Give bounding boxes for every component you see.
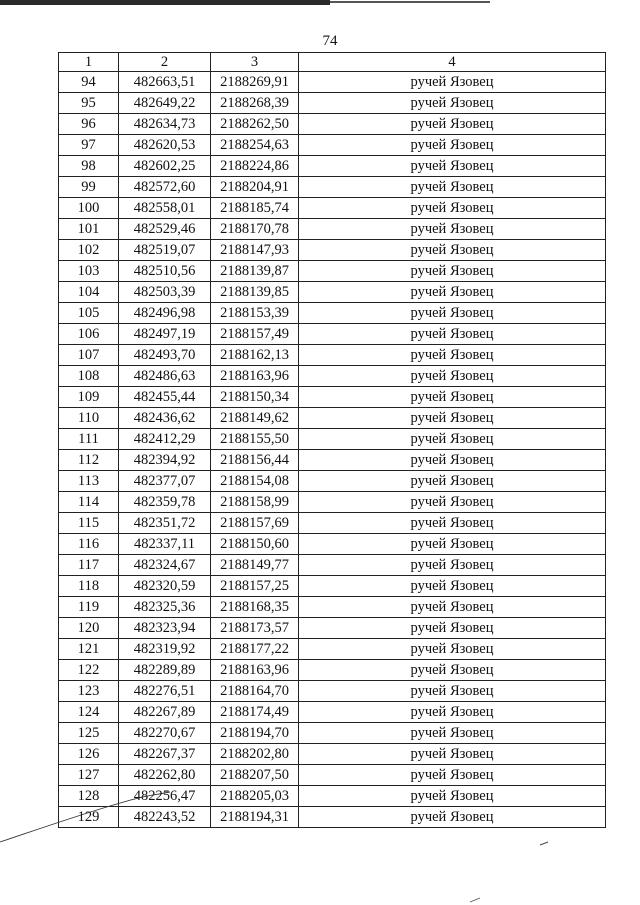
cell-y-coordinate: 2188139,85 <box>211 282 299 303</box>
cell-x-coordinate: 482319,92 <box>119 639 211 660</box>
cell-y-coordinate: 2188185,74 <box>211 198 299 219</box>
cell-description: ручей Язовец <box>299 786 606 807</box>
cell-description: ручей Язовец <box>299 492 606 513</box>
cell-point-number: 112 <box>59 450 119 471</box>
cell-point-number: 103 <box>59 261 119 282</box>
cell-point-number: 102 <box>59 240 119 261</box>
cell-x-coordinate: 482649,22 <box>119 93 211 114</box>
table-row <box>59 177 606 198</box>
cell-description: ручей Язовец <box>299 345 606 366</box>
cell-description: ручей Язовец <box>299 681 606 702</box>
cell-y-coordinate: 2188254,63 <box>211 135 299 156</box>
table-row <box>59 765 606 786</box>
cell-description: ручей Язовец <box>299 114 606 135</box>
cell-y-coordinate: 2188156,44 <box>211 450 299 471</box>
cell-y-coordinate: 2188163,96 <box>211 660 299 681</box>
cell-description: ручей Язовец <box>299 303 606 324</box>
cell-point-number: 114 <box>59 492 119 513</box>
cell-description: ручей Язовец <box>299 744 606 765</box>
cell-x-coordinate: 482359,78 <box>119 492 211 513</box>
cell-x-coordinate: 482620,53 <box>119 135 211 156</box>
table-row <box>59 534 606 555</box>
table-row <box>59 282 606 303</box>
cell-x-coordinate: 482436,62 <box>119 408 211 429</box>
cell-point-number: 104 <box>59 282 119 303</box>
table-row <box>59 135 606 156</box>
cell-y-coordinate: 2188204,91 <box>211 177 299 198</box>
table-row <box>59 576 606 597</box>
cell-description: ручей Язовец <box>299 450 606 471</box>
table-row <box>59 387 606 408</box>
cell-point-number: 96 <box>59 114 119 135</box>
table-row <box>59 744 606 765</box>
cell-x-coordinate: 482486,63 <box>119 366 211 387</box>
cell-y-coordinate: 2188177,22 <box>211 639 299 660</box>
cell-y-coordinate: 2188150,34 <box>211 387 299 408</box>
cell-description: ручей Язовец <box>299 471 606 492</box>
cell-point-number: 111 <box>59 429 119 450</box>
table-row <box>59 240 606 261</box>
cell-description: ручей Язовец <box>299 639 606 660</box>
table-row <box>59 429 606 450</box>
cell-x-coordinate: 482519,07 <box>119 240 211 261</box>
coordinates-table <box>58 52 606 828</box>
table-row <box>59 219 606 240</box>
cell-y-coordinate: 2188194,70 <box>211 723 299 744</box>
scan-edge-line <box>0 0 330 5</box>
cell-y-coordinate: 2188158,99 <box>211 492 299 513</box>
table-row <box>59 618 606 639</box>
cell-point-number: 94 <box>59 72 119 93</box>
cell-point-number: 123 <box>59 681 119 702</box>
cell-point-number: 101 <box>59 219 119 240</box>
cell-point-number: 122 <box>59 660 119 681</box>
cell-description: ручей Язовец <box>299 408 606 429</box>
cell-y-coordinate: 2188164,70 <box>211 681 299 702</box>
cell-x-coordinate: 482663,51 <box>119 72 211 93</box>
table-row <box>59 72 606 93</box>
cell-point-number: 110 <box>59 408 119 429</box>
cell-x-coordinate: 482337,11 <box>119 534 211 555</box>
column-header-y: 3 <box>211 53 299 72</box>
cell-x-coordinate: 482267,37 <box>119 744 211 765</box>
cell-y-coordinate: 2188157,49 <box>211 324 299 345</box>
cell-point-number: 128 <box>59 786 119 807</box>
cell-x-coordinate: 482351,72 <box>119 513 211 534</box>
cell-point-number: 118 <box>59 576 119 597</box>
cell-point-number: 121 <box>59 639 119 660</box>
cell-point-number: 113 <box>59 471 119 492</box>
cell-description: ручей Язовец <box>299 93 606 114</box>
table-row <box>59 303 606 324</box>
table-row <box>59 723 606 744</box>
cell-description: ручей Язовец <box>299 198 606 219</box>
table-row <box>59 345 606 366</box>
cell-x-coordinate: 482558,01 <box>119 198 211 219</box>
cell-y-coordinate: 2188150,60 <box>211 534 299 555</box>
cell-description: ручей Язовец <box>299 135 606 156</box>
cell-description: ручей Язовец <box>299 555 606 576</box>
cell-x-coordinate: 482324,67 <box>119 555 211 576</box>
cell-point-number: 117 <box>59 555 119 576</box>
cell-y-coordinate: 2188155,50 <box>211 429 299 450</box>
cell-description: ручей Язовец <box>299 177 606 198</box>
cell-description: ручей Язовец <box>299 324 606 345</box>
cell-x-coordinate: 482256,47 <box>119 786 211 807</box>
cell-y-coordinate: 2188168,35 <box>211 597 299 618</box>
cell-description: ручей Язовец <box>299 366 606 387</box>
cell-x-coordinate: 482270,67 <box>119 723 211 744</box>
cell-point-number: 105 <box>59 303 119 324</box>
cell-y-coordinate: 2188269,91 <box>211 72 299 93</box>
cell-y-coordinate: 2188174,49 <box>211 702 299 723</box>
cell-description: ручей Язовец <box>299 807 606 828</box>
table-row <box>59 324 606 345</box>
table-row <box>59 114 606 135</box>
cell-y-coordinate: 2188162,13 <box>211 345 299 366</box>
cell-description: ручей Язовец <box>299 282 606 303</box>
cell-y-coordinate: 2188170,78 <box>211 219 299 240</box>
cell-y-coordinate: 2188154,08 <box>211 471 299 492</box>
cell-description: ручей Язовец <box>299 513 606 534</box>
cell-x-coordinate: 482493,70 <box>119 345 211 366</box>
cell-y-coordinate: 2188157,25 <box>211 576 299 597</box>
table-row <box>59 450 606 471</box>
table-row <box>59 807 606 828</box>
cell-x-coordinate: 482276,51 <box>119 681 211 702</box>
table-row <box>59 681 606 702</box>
cell-description: ручей Язовец <box>299 723 606 744</box>
column-header-point: 1 <box>59 53 119 72</box>
table-header-row <box>59 53 606 72</box>
cell-x-coordinate: 482455,44 <box>119 387 211 408</box>
cell-x-coordinate: 482510,56 <box>119 261 211 282</box>
table-row <box>59 198 606 219</box>
table-row <box>59 93 606 114</box>
cell-point-number: 107 <box>59 345 119 366</box>
cell-y-coordinate: 2188149,62 <box>211 408 299 429</box>
cell-description: ручей Язовец <box>299 576 606 597</box>
table-row <box>59 156 606 177</box>
cell-x-coordinate: 482412,29 <box>119 429 211 450</box>
cell-x-coordinate: 482320,59 <box>119 576 211 597</box>
cell-point-number: 109 <box>59 387 119 408</box>
cell-y-coordinate: 2188194,31 <box>211 807 299 828</box>
cell-description: ручей Язовец <box>299 660 606 681</box>
cell-description: ручей Язовец <box>299 702 606 723</box>
cell-description: ручей Язовец <box>299 765 606 786</box>
cell-point-number: 119 <box>59 597 119 618</box>
cell-x-coordinate: 482325,36 <box>119 597 211 618</box>
cell-y-coordinate: 2188153,39 <box>211 303 299 324</box>
table-row <box>59 555 606 576</box>
cell-point-number: 127 <box>59 765 119 786</box>
cell-y-coordinate: 2188268,39 <box>211 93 299 114</box>
cell-point-number: 129 <box>59 807 119 828</box>
cell-point-number: 126 <box>59 744 119 765</box>
page-number: 74 <box>322 33 338 49</box>
cell-point-number: 97 <box>59 135 119 156</box>
table-row <box>59 471 606 492</box>
table-row <box>59 702 606 723</box>
cell-description: ручей Язовец <box>299 429 606 450</box>
cell-y-coordinate: 2188139,87 <box>211 261 299 282</box>
cell-point-number: 99 <box>59 177 119 198</box>
cell-description: ручей Язовец <box>299 597 606 618</box>
cell-point-number: 108 <box>59 366 119 387</box>
table-row <box>59 492 606 513</box>
column-header-x: 2 <box>119 53 211 72</box>
cell-x-coordinate: 482496,98 <box>119 303 211 324</box>
cell-x-coordinate: 482529,46 <box>119 219 211 240</box>
cell-point-number: 95 <box>59 93 119 114</box>
cell-x-coordinate: 482377,07 <box>119 471 211 492</box>
cell-x-coordinate: 482503,39 <box>119 282 211 303</box>
table-row <box>59 366 606 387</box>
cell-point-number: 106 <box>59 324 119 345</box>
cell-point-number: 116 <box>59 534 119 555</box>
cell-description: ручей Язовец <box>299 534 606 555</box>
cell-description: ручей Язовец <box>299 618 606 639</box>
scan-edge-line-faint <box>330 1 490 3</box>
table-row <box>59 786 606 807</box>
cell-y-coordinate: 2188163,96 <box>211 366 299 387</box>
cell-y-coordinate: 2188205,03 <box>211 786 299 807</box>
cell-y-coordinate: 2188202,80 <box>211 744 299 765</box>
cell-description: ручей Язовец <box>299 72 606 93</box>
cell-point-number: 124 <box>59 702 119 723</box>
cell-x-coordinate: 482267,89 <box>119 702 211 723</box>
table-body <box>59 72 606 828</box>
column-header-description: 4 <box>299 53 606 72</box>
cell-x-coordinate: 482243,52 <box>119 807 211 828</box>
table-row <box>59 597 606 618</box>
cell-x-coordinate: 482572,60 <box>119 177 211 198</box>
cell-y-coordinate: 2188149,77 <box>211 555 299 576</box>
table-row <box>59 408 606 429</box>
cell-x-coordinate: 482497,19 <box>119 324 211 345</box>
cell-y-coordinate: 2188262,50 <box>211 114 299 135</box>
cell-y-coordinate: 2188207,50 <box>211 765 299 786</box>
cell-x-coordinate: 482262,80 <box>119 765 211 786</box>
cell-x-coordinate: 482394,92 <box>119 450 211 471</box>
table-row <box>59 261 606 282</box>
cell-point-number: 115 <box>59 513 119 534</box>
cell-point-number: 100 <box>59 198 119 219</box>
cell-x-coordinate: 482602,25 <box>119 156 211 177</box>
cell-description: ручей Язовец <box>299 219 606 240</box>
cell-y-coordinate: 2188173,57 <box>211 618 299 639</box>
cell-description: ручей Язовец <box>299 240 606 261</box>
cell-point-number: 120 <box>59 618 119 639</box>
cell-x-coordinate: 482323,94 <box>119 618 211 639</box>
cell-point-number: 98 <box>59 156 119 177</box>
cell-y-coordinate: 2188147,93 <box>211 240 299 261</box>
cell-x-coordinate: 482289,89 <box>119 660 211 681</box>
table-row <box>59 639 606 660</box>
cell-point-number: 125 <box>59 723 119 744</box>
cell-description: ручей Язовец <box>299 387 606 408</box>
table-row <box>59 513 606 534</box>
cell-y-coordinate: 2188157,69 <box>211 513 299 534</box>
cell-description: ручей Язовец <box>299 156 606 177</box>
table-row <box>59 660 606 681</box>
cell-description: ручей Язовец <box>299 261 606 282</box>
cell-x-coordinate: 482634,73 <box>119 114 211 135</box>
cell-y-coordinate: 2188224,86 <box>211 156 299 177</box>
